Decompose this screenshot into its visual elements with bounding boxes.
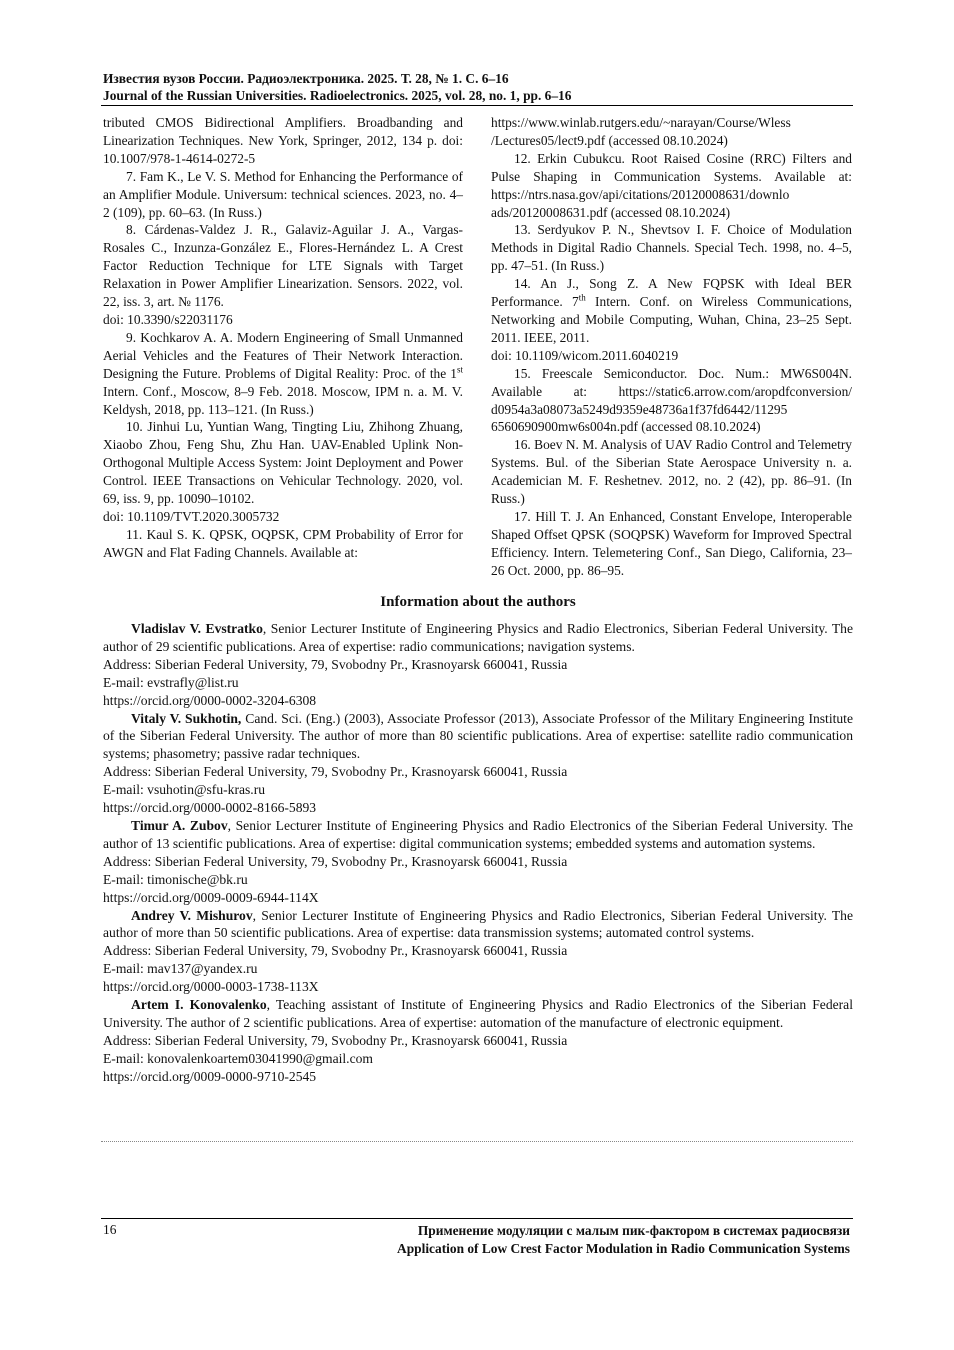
header-line-ru: Известия вузов России. Радиоэлектроника. 2025. Т. 28, № 1. С. 6–16 [103,71,509,86]
reference-text: Intern. Conf., Moscow, 8–9 Feb. 2018. Moscow, IPM n. a. M. V. Keldysh, 2018, pp. 113–121. (In Russ.) [103,383,463,417]
reference-entry [103,329,463,419]
author-name: Vladislav V. Evstratko [131,621,263,636]
author-bio [103,620,853,656]
author-name: Andrey V. Mishurov [131,907,253,923]
author-entry [103,817,853,907]
dotted-separator [101,1141,853,1142]
author-name: Vitaly V. Sukhotin, [131,710,242,726]
author-bio-text: , Senior Lecturer Institute of Engineering Physics and Radio Electronics of the Siberian Federal University. The author of 13 scientific publications. Area of expertise: digital communication systems; embedded systems and automation systems. [103,817,853,851]
author-email: E-mail: timonische@bk.ru [103,871,248,887]
footer-rule [101,1218,853,1219]
author-address: Address: Siberian Federal University, 79, Svobodny Pr., Krasnoyarsk 660041, Russia [103,656,568,672]
reference-entry: 12. Erkin Cubukcu. Root Raised Cosine (RRC) Filters and Pulse Shaping in Communication Systems. Available at: https://ntrs.nasa.gov/api/citations/20120008631/downlo ads/20120008631.pdf (accessed 08.10.2024) [491,150,852,220]
section-title: Information about the authors [380,594,576,610]
author-entry [103,620,853,710]
author-bio-text: , Teaching assistant of Institute of Engineering Physics and Radio Electronics of the Siberian Federal University. The author of 2 scientific publications. Area of expertise: automation of the manufacture of electronic equipment. [103,997,853,1030]
reference-entry: 7. Fam K., Le V. S. Method for Enhancing the Performance of an Amplifier Module. Universum: technical sciences. 2023, no. 4–2 (109), pp. 60–63. (In Russ.) [103,168,463,220]
header-line-en: Journal of the Russian Universities. Radioelectronics. 2025, vol. 28, no. 1, pp. 6–16 [103,88,572,103]
reference-continuation: doi: 10.1109/wicom.2011.6040219 [491,347,679,363]
references-right-column [491,114,852,580]
author-entry [103,996,853,1086]
author-address: Address: Siberian Federal University, 79, Svobodny Pr., Krasnoyarsk 660041, Russia [103,943,568,959]
header-rule [101,105,853,106]
reference-continuation: https://www.winlab.rutgers.edu/~narayan/Course/Wless /Lectures05/lect9.pdf (accessed 08.10.2024) [491,115,791,148]
author-entry [103,907,853,997]
page-number: 16 [103,1222,117,1237]
reference-continuation: tributed CMOS Bidirectional Amplifiers. Broadbanding and Linearization Techniques. New York, Springer, 2012, 134 p. doi: 10.1007/978-1-4614-0272-5 [103,115,463,166]
reference-entry: 15. Freescale Semiconductor. Doc. Num.: MW6S004N. Available at: https://static6.arrow.com/aropdfconversion/ d0954a3a08073a5249d9359e48736a1f37fd6442/11295 6560690900mw6s004n.pdf (accessed 08.10.2024) [491,365,852,435]
author-email: E-mail: konovalenkoartem03041990@gmail.com [103,1050,373,1066]
reference-entry: 11. Kaul S. K. QPSK, OQPSK, CPM Probability of Error for AWGN and Flat Fading Channels. Available at: [103,526,463,560]
reference-entry: 8. Cárdenas-Valdez J. R., Galaviz-Aguilar J. A., Vargas-Rosales C., Inzunza-González E., Flores-Hernández L. A Crest Factor Reduction Technique for LTE Signals with Target Relaxation in Power Amplifier Linearization. Sensors. 2022, vol. 22, iss. 3, art. № 1176. [103,222,463,310]
author-name: Artem I. Konovalenko [131,997,267,1013]
author-name: Timur A. Zubov [131,817,228,833]
reference-entry: 16. Boev N. M. Analysis of UAV Radio Control and Telemetry Systems. Bul. of the Siberian State Aerospace University n. a. Academician M. F. Reshetnev. 2012, no. 2 (42), pp. 86–91. (In Russ.) [491,437,852,507]
author-bio [103,907,853,943]
authors-list [103,620,853,1086]
references-left-column [103,114,463,562]
reference-text: Intern. Conf. on Wireless Communications, Networking and Mobile Computing, Wuhan, China, 23–25 Sept. 2011. IEEE, 2011. [491,294,852,345]
author-bio [103,817,853,853]
author-orcid: https://orcid.org/0000-0002-3204-6308 [103,692,317,708]
author-orcid: https://orcid.org/0009-0009-6944-114X [103,889,319,905]
author-orcid: https://orcid.org/0000-0003-1738-113X [103,979,319,995]
reference-superscript: th [578,292,586,303]
reference-entry: 10. Jinhui Lu, Yuntian Wang, Tingting Liu, Zhihong Zhuang, Xiaobo Zhou, Feng Shu, Zhu Han. UAV-Enabled Uplink Non-Orthogonal Multiple Access System: Joint Deployment and Power Control. IEEE Transactions on Vehicular Technology. 2020, vol. 69, iss. 9, pp. 10090–10102. [103,419,463,507]
reference-entry: 17. Hill T. J. An Enhanced, Constant Envelope, Interoperable Shaped Offset QPSK (SOQPSK) Waveform for Improved Spectral Efficiency. Intern. Telemetering Conf., San Diego, California, 23–26 Oct. 2000, pp. 86–95. [491,508,852,578]
author-bio [103,996,853,1032]
reference-text: 14. An J., Song Z. A New FQPSK with Ideal BER Performance. 7 [491,276,852,310]
footer-title-en: Application of Low Crest Factor Modulation in Radio Communication Systems [397,1241,850,1256]
author-orcid: https://orcid.org/0009-0000-9710-2545 [103,1068,317,1084]
author-address: Address: Siberian Federal University, 79, Svobodny Pr., Krasnoyarsk 660041, Russia [103,764,568,780]
author-orcid: https://orcid.org/0000-0002-8166-5893 [103,800,317,816]
author-email: E-mail: evstrafly@list.ru [103,674,239,690]
author-entry [103,710,853,817]
reference-continuation: doi: 10.3390/s22031176 [103,311,233,327]
author-bio-text: , Senior Lecturer Institute of Engineering Physics and Radio Electronics, Siberian Federal University. The author of 29 scientific publications. Area of expertise: radio communications; navigation systems. [103,621,854,654]
running-footer [300,1222,850,1258]
reference-text: 9. Kochkarov A. A. Modern Engineering of Small Unmanned Aerial Vehicles and the Features of Their Network Interaction. Designing the Future. Problems of Digital Reality: Proc. of the 1 [103,329,463,381]
reference-entry: 13. Serdyukov P. N., Shevtsov I. F. Choice of Modulation Methods in Digital Radio Channels. Special Tech. 1998, no. 4–5, pp. 47–51. (In Russ.) [491,222,852,274]
author-address: Address: Siberian Federal University, 79, Svobodny Pr., Krasnoyarsk 660041, Russia [103,853,568,869]
reference-superscript: st [456,364,463,375]
author-bio-text: Cand. Sci. (Eng.) (2003), Associate Professor (2013), Associate Professor of the Military Engineering Institute of the Siberian Federal University. The author of more than 80 scientific publications. Area of expertise: satellite radio communication systems; phasometry; passive radar techniques. [103,710,853,762]
author-address: Address: Siberian Federal University, 79, Svobodny Pr., Krasnoyarsk 660041, Russia [103,1032,568,1048]
reference-continuation: doi: 10.1109/TVT.2020.3005732 [103,508,280,524]
running-header [103,70,853,104]
author-email: E-mail: vsuhotin@sfu-kras.ru [103,782,266,798]
reference-entry [491,275,852,347]
author-bio-text: , Senior Lecturer Institute of Engineering Physics and Radio Electronics, Siberian Federal University. The author of more than 50 scientific publications. Area of expertise: data transmission systems; automated control systems. [103,907,854,941]
footer-title-ru: Применение модуляции с малым пик-фактором в системах радиосвязи [417,1223,850,1238]
author-bio [103,710,853,764]
author-email: E-mail: mav137@yandex.ru [103,961,258,977]
